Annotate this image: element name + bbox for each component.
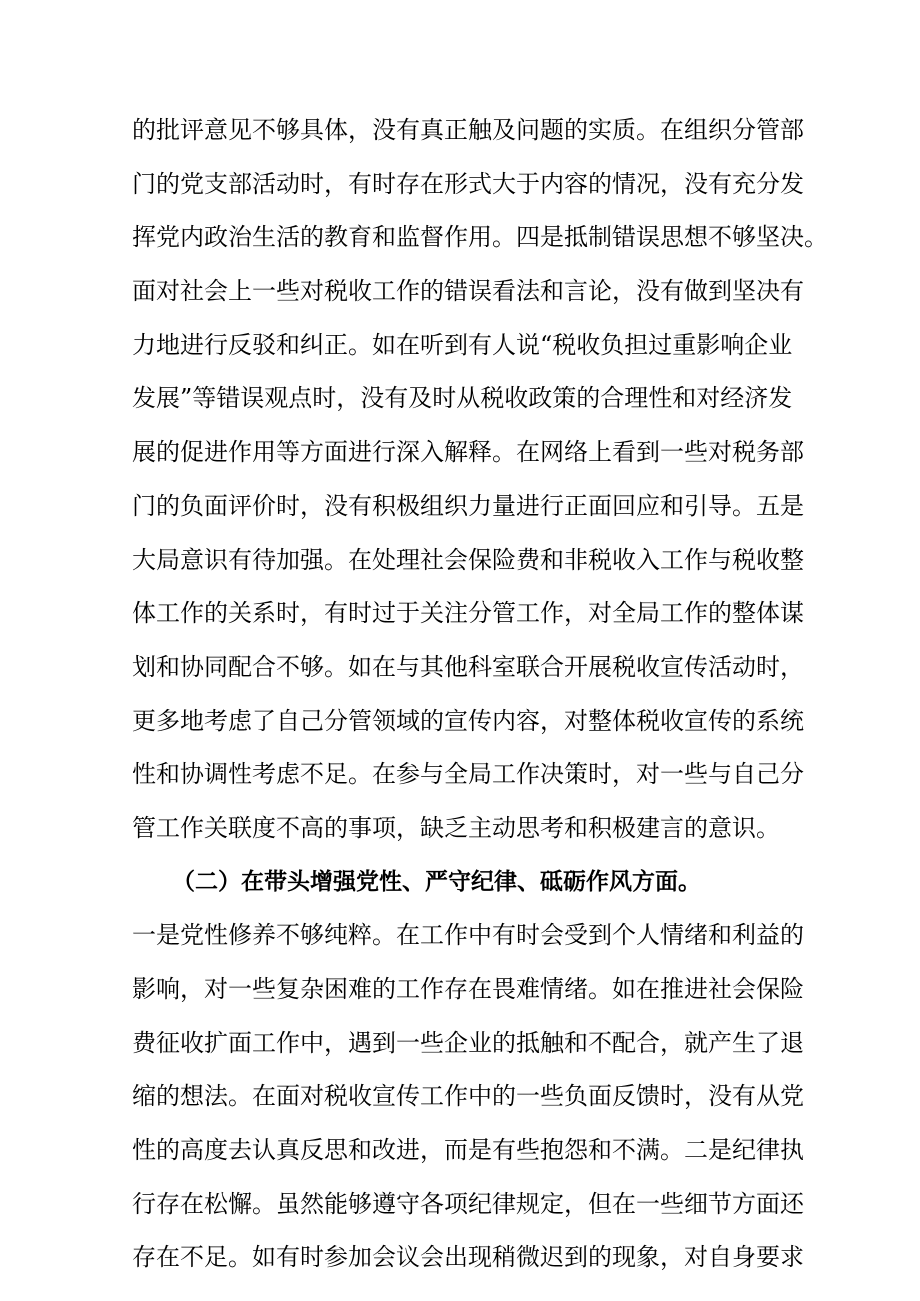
text-line: 性的高度去认真反思和改进，而是有些抱怨和不满。二是纪律执 bbox=[132, 1136, 804, 1165]
text-line: 挥党内政治生活的教育和监督作用。四是抵制错误思想不够坚决。 bbox=[132, 223, 828, 252]
text-line: 门的负面评价时，没有积极组织力量进行正面回应和引导。五是 bbox=[132, 491, 804, 520]
text-line: 缩的想法。在面对税收宣传工作中的一些负面反馈时，没有从党 bbox=[132, 1082, 804, 1111]
section-heading: （二）在带头增强党性、严守纪律、砥砺作风方面。 bbox=[172, 868, 701, 895]
text-line: 影响，对一些复杂困难的工作存在畏难情绪。如在推进社会保险 bbox=[132, 975, 804, 1003]
text-line: 管工作关联度不高的事项，缺乏主动思考和积极建言的意识。 bbox=[132, 813, 780, 842]
text-line: 存在不足。如有时参加会议会出现稍微迟到的现象，对自身要求 bbox=[132, 1243, 804, 1272]
text-line: 展的促进作用等方面进行深入解释。在网络上看到一些对税务部 bbox=[132, 438, 804, 467]
text-line: 行存在松懈。虽然能够遵守各项纪律规定，但在一些细节方面还 bbox=[132, 1189, 804, 1218]
text-line: 力地进行反驳和纠正。如在听到有人说“税收负担过重影响企业 bbox=[132, 330, 793, 359]
document-body bbox=[132, 104, 828, 1285]
text-line: 划和协同配合不够。如在与其他科室联合开展税收宣传活动时， bbox=[132, 652, 804, 681]
text-line: 费征收扩面工作中，遇到一些企业的抵触和不配合，就产生了退 bbox=[132, 1028, 804, 1057]
text-line: 性和协调性考虑不足。在参与全局工作决策时，对一些与自己分 bbox=[132, 760, 804, 789]
text-line: 更多地考虑了自己分管领域的宣传内容，对整体税收宣传的系统 bbox=[132, 706, 804, 735]
text-line: 的批评意见不够具体，没有真正触及问题的实质。在组织分管部 bbox=[132, 116, 804, 144]
text-line: 发展”等错误观点时，没有及时从税收政策的合理性和对经济发 bbox=[132, 384, 793, 413]
text-line: 面对社会上一些对税收工作的错误看法和言论，没有做到坚决有 bbox=[132, 277, 804, 306]
text-line: 一是党性修养不够纯粹。在工作中有时会受到个人情绪和利益的 bbox=[132, 921, 804, 950]
text-line: 体工作的关系时，有时过于关注分管工作，对全局工作的整体谋 bbox=[132, 599, 804, 628]
text-line: 门的党支部活动时，有时存在形式大于内容的情况，没有充分发 bbox=[132, 169, 804, 198]
text-line: 大局意识有待加强。在处理社会保险费和非税收入工作与税收整 bbox=[132, 545, 804, 574]
